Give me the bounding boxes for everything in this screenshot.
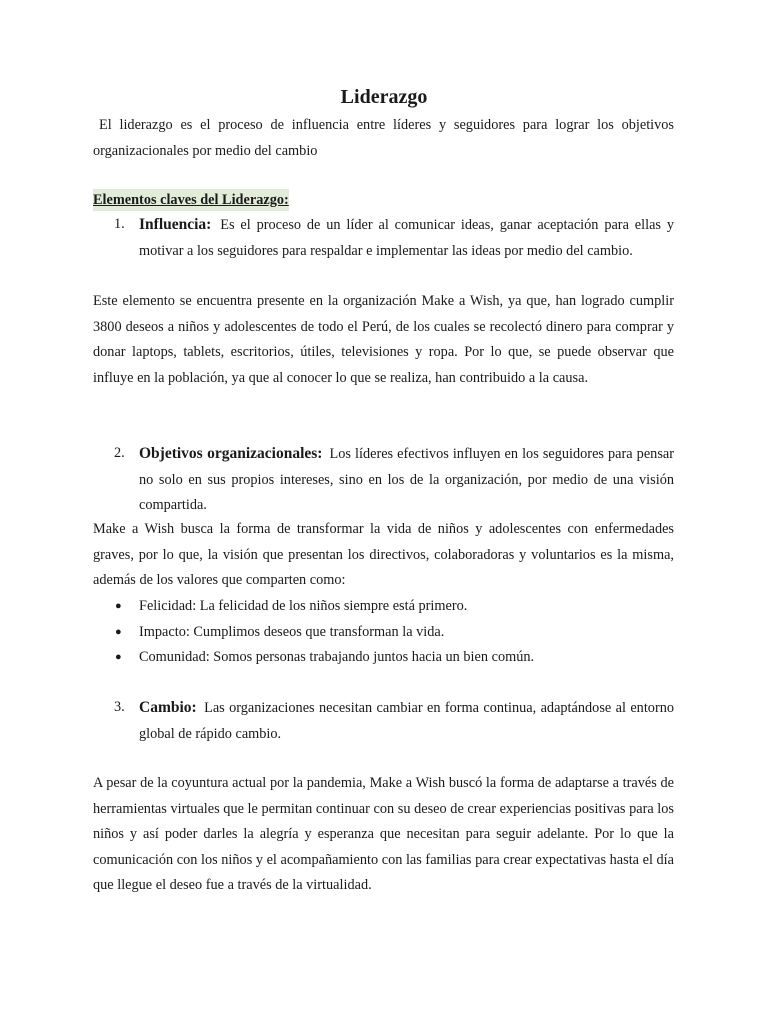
section-heading: Elementos claves del Liderazgo: — [93, 189, 289, 211]
bullet-icon: ● — [115, 651, 122, 663]
values-list — [93, 594, 674, 671]
item-number: 2. — [114, 445, 125, 461]
objetivos-followup-paragraph: Make a Wish busca la forma de transformar la vida de niños y adolescentes con enfermedades graves, por lo que, la visión que presentan los directivos, colaboradoras y voluntarios es la misma, además de los valores que comparten como: — [93, 521, 674, 588]
item-number: 1. — [114, 216, 125, 232]
value-text: Felicidad: La felicidad de los niños siempre está primero. — [139, 598, 468, 614]
item-text: Es el proceso de un líder al comunicar ideas, ganar aceptación para ellas y motivar a los seguidores para respaldar e implementar las ideas por medio del cambio. — [139, 217, 674, 259]
value-text: Comunidad: Somos personas trabajando juntos hacia un bien común. — [139, 649, 535, 665]
influencia-followup-paragraph: Este elemento se encuentra presente en la organización Make a Wish, ya que, han logrado cumplir 3800 deseos a niños y adolescentes de todo el Perú, de los cuales se recolectó dinero para comprar y donar laptops, tablets, escritorios, útiles, televisiones y ropa. Por lo que, se puede observar que influye en la población, ya que al conocer lo que se realiza, han contribuido a la causa. — [93, 293, 674, 386]
value-text: Impacto: Cumplimos deseos que transforman la vida. — [139, 623, 445, 640]
bullet-icon: ● — [115, 625, 122, 638]
item-number: 3. — [114, 699, 125, 715]
item-label: Influencia: — [139, 216, 212, 233]
item-label: Cambio: — [139, 699, 197, 716]
bullet-icon: ● — [115, 600, 122, 612]
list-item — [93, 620, 674, 646]
item-text: Las organizaciones necesitan cambiar en forma continua, adaptándose al entorno global de rápido cambio. — [139, 700, 674, 742]
list-item — [93, 594, 674, 620]
item-label: Objetivos organizacionales: — [139, 445, 323, 462]
closing-paragraph: A pesar de la coyuntura actual por la pandemia, Make a Wish buscó la forma de adaptarse a través de herramientas virtuales que le permitan continuar con su deseo de crear experiencias positivas para los niños y así poder darles la alegría y esperanza que necesitan para seguir adelante. Por lo que la comunicación con los niños y el acompañamiento con las familias para crear expectativas hasta el día que llegue el deseo fue a través de la virtualidad. — [93, 775, 674, 893]
intro-paragraph: El liderazgo es el proceso de influencia entre líderes y seguidores para lograr los objetivos organizacionales por medio del cambio — [93, 117, 674, 159]
item-text: Los líderes efectivos influyen en los seguidores para pensar no solo en sus propios intereses, sino en los de la organización, por medio de una visión compartida. — [139, 446, 674, 513]
list-item-influencia — [93, 212, 674, 264]
page-title: Liderazgo — [340, 86, 428, 108]
list-item-objetivos — [93, 441, 674, 519]
list-item — [93, 645, 674, 671]
list-item-cambio — [93, 695, 674, 747]
